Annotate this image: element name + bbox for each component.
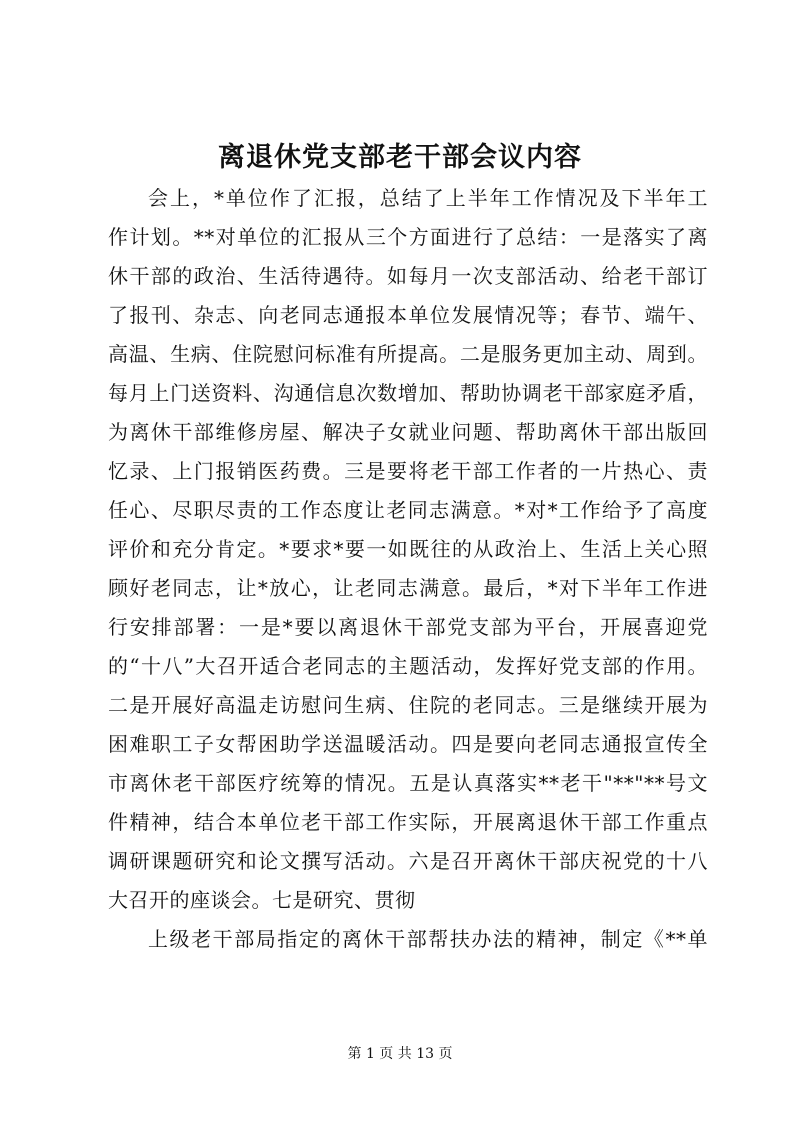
paragraph-line: 会上，*单位作了汇报，总结了上半年工作情况及下半年工 [148,186,708,210]
paragraph-line: 调研课题研究和论文撰写活动。六是召开离休干部庆祝党的十八 [108,849,708,873]
paragraph-line: 大召开的座谈会。七是研究、贯彻 [108,888,416,912]
paragraph-line: 二是开展好高温走访慰问生病、住院的老同志。三是继续开展为 [108,693,708,717]
paragraph-line: 评价和充分肯定。*要求*要一如既往的从政治上、生活上关心照 [108,537,708,561]
paragraph-line: 任心、尽职尽责的工作态度让老同志满意。*对*工作给予了高度 [108,498,708,522]
paragraph-line: 行安排部署：一是*要以离退休干部党支部为平台，开展喜迎党 [108,615,708,639]
paragraph-line: 市离休老干部医疗统筹的情况。五是认真落实**老干"**"**号文 [108,771,708,795]
paragraph-line: 高温、生病、住院慰问标准有所提高。二是服务更加主动、周到。 [108,342,708,366]
paragraph-line: 为离休干部维修房屋、解决子女就业问题、帮助离休干部出版回 [108,420,708,444]
document-title: 离退休党支部老干部会议内容 [218,142,582,173]
paragraph-line: 作计划。**对单位的汇报从三个方面进行了总结：一是落实了离 [108,225,708,249]
paragraph-line: 了报刊、杂志、向老同志通报本单位发展情况等；春节、端午、 [108,303,708,327]
paragraph-line: 上级老干部局指定的离休干部帮扶办法的精神，制定《**单 [148,927,708,951]
paragraph-line: 每月上门送资料、沟通信息次数增加、帮助协调老干部家庭矛盾， [108,381,708,405]
page-number-footer: 第 1 页 共 13 页 [347,1046,453,1062]
paragraph-line: 休干部的政治、生活待遇待。如每月一次支部活动、给老干部订 [108,264,708,288]
paragraph-line: 的“十八”大召开适合老同志的主题活动，发挥好党支部的作用。 [108,654,708,678]
paragraph-line: 困难职工子女帮困助学送温暖活动。四是要向老同志通报宣传全 [108,732,708,756]
paragraph-line: 忆录、上门报销医药费。三是要将老干部工作者的一片热心、责 [108,459,708,483]
paragraph-line: 件精神，结合本单位老干部工作实际，开展离退休干部工作重点 [108,810,708,834]
paragraph-line: 顾好老同志，让*放心，让老同志满意。最后，*对下半年工作进 [108,576,708,600]
document-body [108,179,708,959]
